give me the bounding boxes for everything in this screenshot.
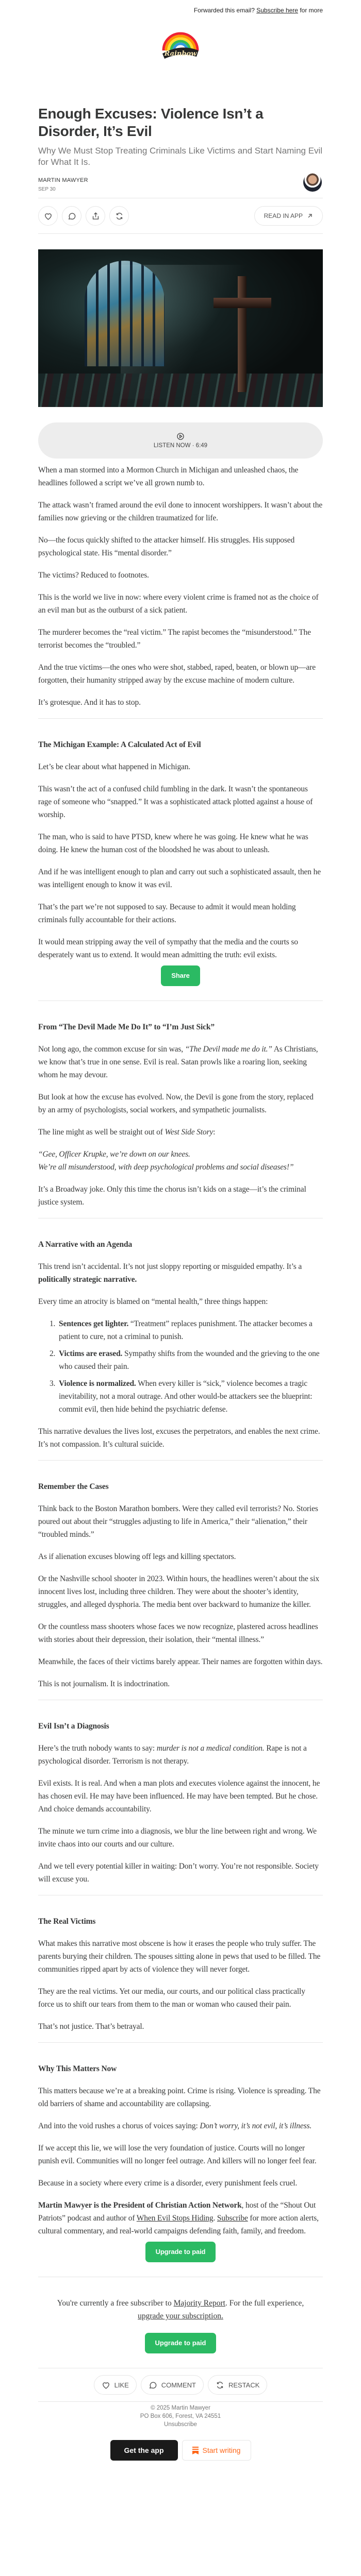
subscription-notice — [38, 2297, 323, 2323]
italic-text: West Side Story — [165, 1128, 214, 1137]
button-row — [38, 2242, 323, 2262]
paragraph — [38, 831, 323, 856]
cross-vertical — [238, 276, 247, 392]
paragraph — [38, 2020, 323, 2033]
bold-text: Victims are erased. — [59, 1349, 123, 1358]
list-item — [57, 1377, 323, 1416]
paragraph — [38, 626, 323, 652]
numbered-list — [38, 1317, 323, 1416]
paragraph — [38, 1091, 323, 1116]
comment-button[interactable] — [141, 2375, 204, 2395]
restack-button[interactable] — [208, 2375, 267, 2395]
svg-text:Rainbow: Rainbow — [164, 50, 197, 58]
text-segment: The attack wasn’t framed around the evil done to innocent worshippers. It wasn’t about the families now grieving or the children traumatized for life. — [38, 501, 323, 522]
paragraph — [38, 1260, 323, 1286]
upgrade-to-paid-button[interactable]: Upgrade to paid — [145, 2242, 216, 2262]
bold-text: Sentences get lighter. — [59, 1319, 129, 1328]
paragraph — [38, 1043, 323, 1081]
text-segment: Meanwhile, the faces of their victims barely appear. Their names are forgotten within days. — [38, 1657, 323, 1666]
text-segment: If we accept this lie, we will lose the very foundation of justice. Courts will no longer punish evil. Communities will no longer feel outrage. And killers will no longer feel fear. — [38, 2144, 317, 2165]
paragraph — [38, 499, 323, 524]
forwarded-suffix: for more — [300, 7, 323, 14]
text-segment: It’s a Broadway joke. Only this time the chorus isn’t kids on a stage—it’s the criminal justice system. — [38, 1185, 306, 1207]
text-segment: The minute we turn crime into a diagnosis, we blur the line between right and wrong. We invite chaos into our courts and our culture. — [38, 1827, 317, 1849]
text-segment: Let’s be clear about what happened in Michigan. — [38, 762, 191, 771]
share-button[interactable] — [86, 206, 105, 226]
paragraph — [38, 2084, 323, 2110]
postal-address: PO Box 606, Forest, VA 24551 — [140, 2413, 221, 2419]
text-segment: The murderer becomes the “real victim.” The rapist becomes the “misunderstood.” The terrorist becomes the “troubled.” — [38, 628, 311, 650]
divider — [38, 233, 323, 234]
text-segment: The man, who is said to have PTSD, knew where he was going. He knew what he was doing. He knew the human cost of the bloodshed he was about to unleash. — [38, 833, 308, 854]
heart-icon — [102, 2381, 110, 2389]
text-segment: And we tell every potential killer in waiting: Don’t worry. You’re not responsible. Society will excuse you. — [38, 1862, 319, 1884]
upgrade-to-paid-button[interactable]: Upgrade to paid — [145, 2333, 217, 2353]
list-item — [57, 1317, 323, 1343]
cross-horizontal — [214, 298, 271, 308]
restack-icon — [216, 2381, 224, 2389]
paragraph — [38, 760, 323, 773]
italic-text: “The Devil made me do it.” — [185, 1045, 272, 1054]
paragraph — [38, 1183, 323, 1209]
text-segment: Or the countless mass shooters whose faces we now recognize, plastered across headlines with stories about their depression, their isolation, their “mental illness.” — [38, 1622, 318, 1644]
paragraph — [38, 1620, 323, 1646]
like-label: LIKE — [114, 2381, 129, 2389]
text-segment: . — [213, 2214, 217, 2223]
paragraph — [38, 783, 323, 821]
listen-now-label: LISTEN NOW · 6:49 — [153, 443, 208, 449]
quote-line: “Gee, Officer Krupke, we’re down on our knees. — [38, 1150, 190, 1159]
copyright: © 2025 Martin Mawyer — [151, 2405, 210, 2411]
paragraph — [38, 1295, 323, 1308]
section-heading: From “The Devil Made Me Do It” to “I’m Just Sick” — [38, 1023, 215, 1031]
read-in-app-label: READ IN APP — [264, 212, 303, 219]
paragraph — [38, 2177, 323, 2190]
comment-icon — [68, 212, 76, 221]
text-segment: Think back to the Boston Marathon bombers. Were they called evil terrorists? No. Stories poured out about their “struggles adjusting to life in America,” their “alienation,” their “troubled minds.” — [38, 1504, 318, 1539]
subscription-text-after: . For the full experience, — [225, 2299, 304, 2308]
post-subtitle: Why We Must Stop Treating Criminals Like Victims and Start Naming Evil for What It Is. — [38, 146, 323, 167]
text-segment: Here’s the truth nobody wants to say: — [38, 1744, 157, 1753]
paragraph — [38, 901, 323, 926]
comment-icon — [149, 2381, 157, 2389]
bold-text: Violence is normalized. — [59, 1379, 136, 1388]
text-segment: They are the real victims. Yet our media, our courts, and our political class practically force us to shift our tears from them to the man or woman who caused their pain. — [38, 1987, 305, 2009]
article-body — [38, 464, 323, 2277]
restack-icon — [115, 212, 124, 221]
section-heading: The Real Victims — [38, 1917, 96, 1926]
list-item — [57, 1347, 323, 1373]
text-segment: That’s not justice. That’s betrayal. — [38, 2022, 144, 2031]
inline-link[interactable]: When Evil Stops Hiding — [136, 2214, 214, 2223]
text-segment: Not long ago, the common excuse for sin was, — [38, 1045, 185, 1054]
publication-logo[interactable] — [160, 28, 201, 61]
text-segment: Sympathy shifts from the wounded and the grieving to the one who caused their pain. — [59, 1349, 320, 1371]
text-segment: And if he was intelligent enough to plan and carry out such a sophisticated assault, then he was intelligent enough to know it was evil. — [38, 868, 321, 889]
publication-link[interactable]: Majority Report — [173, 2299, 225, 2308]
text-segment: No—the focus quickly shifted to the attacker himself. His struggles. His supposed psychological state. His “mental disorder.” — [38, 536, 295, 557]
engagement-bar — [38, 2368, 323, 2401]
upgrade-subscription-link[interactable]: upgrade your subscription. — [138, 2312, 223, 2320]
comment-button[interactable] — [62, 206, 81, 226]
text-segment: And into the void rushes a chorus of voices saying: — [38, 2122, 200, 2130]
paragraph — [38, 1677, 323, 1690]
heart-icon — [44, 212, 53, 221]
text-segment: “Treatment” replaces punishment. The attacker becomes a patient to cure, not a criminal to punish. — [59, 1319, 313, 1341]
paragraph — [38, 1655, 323, 1668]
text-segment: But look at how the excuse has evolved. Now, the Devil is gone from the story, replaced by an army of psychologists, social workers, and sympathetic journalists. — [38, 1093, 314, 1114]
section-heading: Evil Isn’t a Diagnosis — [38, 1722, 109, 1731]
paragraph — [38, 1425, 323, 1451]
share-icon — [91, 212, 100, 221]
restack-label: RESTACK — [228, 2381, 260, 2389]
play-circle-icon — [176, 432, 185, 440]
start-writing-label: Start writing — [202, 2446, 241, 2454]
forwarded-banner — [38, 0, 323, 14]
text-segment: When a man stormed into a Mormon Church in Michigan and unleashed chaos, the headlines followed a script we’ve all grown numb to. — [38, 466, 299, 487]
section-divider — [38, 2042, 323, 2043]
hero-image-church-cross[interactable] — [38, 249, 323, 407]
substack-logo-icon — [192, 2447, 199, 2454]
text-segment: The victims? Reduced to footnotes. — [38, 571, 149, 580]
get-the-app-button[interactable]: Get the app — [110, 2440, 178, 2461]
text-segment: , host of the “Shout Out Patriots” podcast and author of — [38, 2201, 316, 2223]
song-quote — [38, 1148, 323, 1174]
like-button[interactable] — [38, 206, 58, 226]
paragraph — [38, 696, 323, 709]
arrow-up-right-icon — [307, 213, 313, 219]
text-segment: It would mean stripping away the veil of sympathy that the media and the courts so desperately want us to extend. It would mean admitting the truth: evil exists. — [38, 938, 298, 959]
paragraph — [38, 534, 323, 560]
comment-label: COMMENT — [161, 2381, 196, 2389]
paragraph — [38, 1937, 323, 1976]
paragraph — [38, 2199, 323, 2238]
text-segment: The line might as well be straight out of — [38, 1128, 165, 1137]
text-segment: Every time an atrocity is blamed on “mental health,” three things happen: — [38, 1297, 268, 1306]
paragraph — [38, 1502, 323, 1541]
read-in-app-button[interactable] — [254, 206, 323, 226]
text-segment: Or the Nashville school shooter in 2023. Within hours, the headlines weren’t about the six innocent lives lost, including three children. They were about the shooter’s identity, struggles, and alleged dysphoria. The media bent over backward to humanize the killer. — [38, 1574, 319, 1609]
section-divider — [38, 718, 323, 719]
glass-shard-floor — [38, 374, 323, 407]
paragraph — [38, 1860, 323, 1886]
unsubscribe-link[interactable]: Unsubscribe — [164, 2421, 197, 2428]
paragraph — [38, 1550, 323, 1563]
paragraph — [38, 569, 323, 582]
divider — [38, 2401, 323, 2402]
stained-glass-window — [85, 261, 165, 366]
restack-button[interactable] — [109, 206, 129, 226]
section-heading: Remember the Cases — [38, 1482, 109, 1491]
post-actions — [38, 198, 323, 233]
subscribe-here-link[interactable]: Subscribe here — [256, 7, 298, 14]
section-heading: A Narrative with an Agenda — [38, 1240, 133, 1249]
footer — [38, 2404, 323, 2429]
bold-text: Martin Mawyer is the President of Christian Action Network — [38, 2201, 242, 2210]
text-segment: What makes this narrative most obscene is how it erases the people who truly suffer. The parents burying their children. The spouses sitting alone in pews that used to be filled. The communities ripped apart by acts of violence they will never forget. — [38, 1939, 321, 1974]
paragraph — [38, 464, 323, 489]
text-segment: As Christians, we know that’s true in one sense. Evil is real. Satan prowls like a roaring lion, seeking whom he may devour. — [38, 1045, 318, 1079]
paragraph — [38, 661, 323, 687]
quote-line: We’re all misunderstood, with deep psychological problems and social diseases!” — [38, 1163, 294, 1172]
italic-text: Don’t worry, it’s not evil, it’s illness. — [200, 2122, 312, 2130]
paragraph — [38, 1572, 323, 1611]
button-row — [38, 965, 323, 986]
share-button[interactable]: Share — [161, 965, 200, 986]
paragraph — [38, 866, 323, 891]
post-meta — [38, 177, 323, 198]
text-segment: : — [213, 1128, 216, 1137]
text-segment: This is the world we live in now: where every violent crime is framed not as the choice of an evil man but as the outburst of a sick patient. — [38, 593, 319, 615]
section-heading: The Michigan Example: A Calculated Act of Evil — [38, 740, 201, 749]
paragraph — [38, 2120, 323, 2132]
listen-now-button[interactable] — [38, 422, 323, 459]
text-segment: This wasn’t the act of a confused child fumbling in the dark. It wasn’t the spontaneous rage of someone who “snapped.” It was a sophisticated attack plotted against a house of worship. — [38, 785, 313, 819]
text-segment: This is not journalism. It is indoctrination. — [38, 1680, 170, 1688]
email-container — [38, 0, 323, 2465]
text-segment: As if alienation excuses blowing off legs and killing spectators. — [38, 1552, 236, 1561]
paragraph — [38, 936, 323, 961]
section-divider — [38, 1460, 323, 1461]
text-segment: That’s the part we’re not supposed to say. Because to admit it would mean holding criminals fully accountable for their actions. — [38, 903, 296, 924]
text-segment: Because in a society where every crime is a disorder, every punishment feels cruel. — [38, 2179, 298, 2188]
paragraph — [38, 2142, 323, 2167]
app-buttons — [38, 2440, 323, 2465]
subscription-text: You're currently a free subscriber to — [57, 2299, 174, 2308]
text-segment: It’s grotesque. And it has to stop. — [38, 698, 141, 707]
text-segment: This trend isn’t accidental. It’s not just sloppy reporting or misguided empathy. It’s a — [38, 1262, 302, 1271]
text-segment: This narrative devalues the lives lost, excuses the perpetrators, and enables the next crime. It’s not compassion. It’s cultural suicide. — [38, 1427, 320, 1449]
text-segment: This matters because we’re at a breaking point. Crime is rising. Violence is spreading. The old barriers of shame and accountability are collapsing. — [38, 2087, 321, 2108]
paragraph — [38, 591, 323, 617]
text-segment: And the true victims—the ones who were shot, stabbed, raped, beaten, or blown up—are forgotten, their humanity stripped away by the excuse machine of modern culture. — [38, 663, 316, 685]
start-writing-button[interactable] — [182, 2440, 251, 2461]
like-button[interactable] — [94, 2375, 137, 2395]
post-title: Enough Excuses: Violence Isn’t a Disorder, It’s Evil — [38, 106, 264, 139]
paragraph — [38, 1742, 323, 1768]
section-heading: Why This Matters Now — [38, 2064, 117, 2073]
text-segment: for more action alerts, cultural commentary, and real-world campaigns defending faith, family, and freedom. — [38, 2214, 319, 2235]
bold-text: politically strategic narrative. — [38, 1275, 137, 1284]
text-segment: Rape is not a psychological disorder. Terrorism is not therapy. — [38, 1744, 307, 1766]
paragraph — [38, 1126, 323, 1139]
paragraph — [38, 1777, 323, 1816]
text-segment: When every killer is “sick,” violence becomes a tragic inevitability, not a moral outrage. And other would-be attackers see the blueprint: commit evil, then hide behind the psychiatric defense. — [59, 1379, 313, 1414]
inline-link[interactable]: Subscribe — [217, 2214, 248, 2223]
paragraph — [38, 1985, 323, 2011]
author-avatar[interactable] — [303, 173, 322, 192]
forwarded-text: Forwarded this email? — [193, 7, 255, 14]
text-segment: Evil exists. It is real. And when a man plots and executes violence against the innocent, he has chosen evil. He may have been influenced. He may have been tempted. But he chose. And choice demands accountability. — [38, 1779, 320, 1814]
italic-text: murder is not a medical condition. — [156, 1744, 265, 1753]
post-date: SEP 30 — [38, 187, 56, 192]
paragraph — [38, 1825, 323, 1851]
author-name[interactable]: MARTIN MAWYER — [38, 177, 88, 183]
